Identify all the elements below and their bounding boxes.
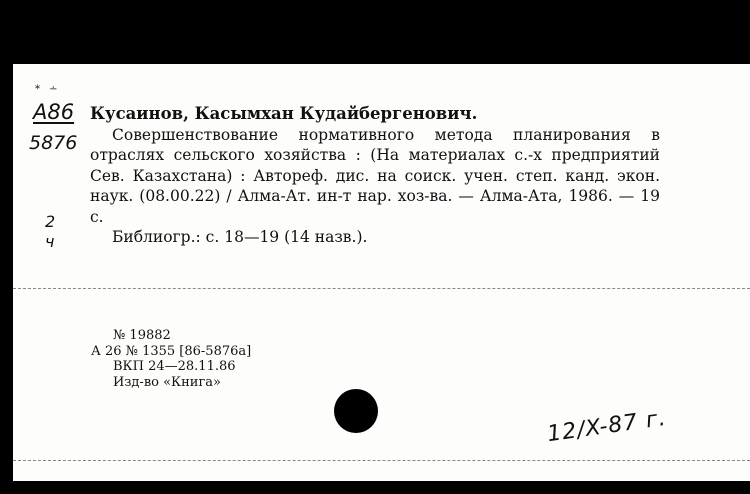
shelf-mark-top: А86 [33,100,75,124]
imprint-block [91,328,251,390]
corner-marks: * ∸ [35,84,61,95]
bibliographic-entry [90,104,660,248]
vkp-line: ВКП 24—28.11.86 [113,359,236,374]
handwritten-side-note: 2 ч [45,212,56,251]
publisher-line: Изд-во «Книга» [113,374,221,390]
bibliography-note: Библиогр.: с. 18—19 (14 назв.). [112,228,368,246]
punch-hole [334,389,378,433]
author-heading: Кусаинов, Касымхан Кудайбергенович. [90,104,478,123]
handwritten-date: 12/X-87 г. [545,405,669,448]
order-number: А 26 № 1355 [86-5876а] [91,343,252,359]
catalog-card [13,64,750,481]
title-description: Совершенствование нормативного метода планирования в отраслях сельского хозяйства : (На материалах с.-х предприятий Сев. Казахстана) : Автореф. дис. на соиск. учен. степ. канд. экон. наук. (08.00.22) / Алма-Ат. ин-т нар. хоз-ва. — Алма-Ата, 1986. — 19 с. [90,125,660,226]
card-number: № 19882 [113,328,171,343]
divider-line [13,288,750,289]
shelf-mark-bottom: 5876 [29,132,78,154]
bottom-divider-line [13,460,750,461]
